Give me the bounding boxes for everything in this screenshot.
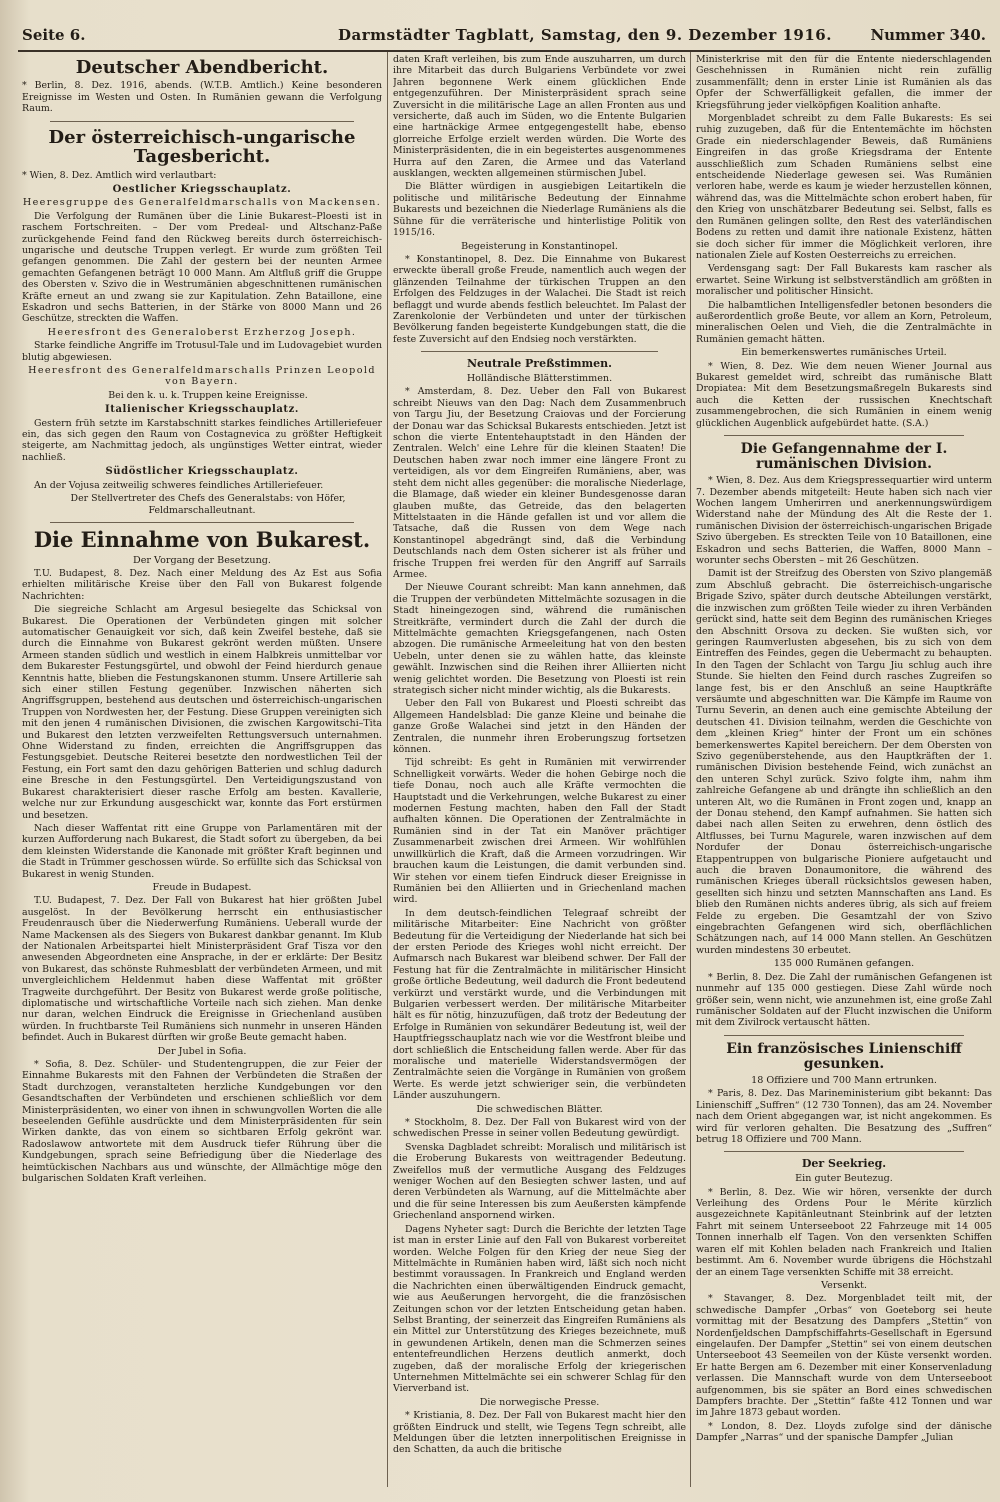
divider: [50, 121, 354, 122]
article-paragraph: Gestern früh setzte im Karstabschnitt starkes feindliches Artilleriefeuer ein, das sich gegen den Raum von Costagnevica zu größter Heftigkeit steigerte, am Nachmittag jedoch, als ungünstiges Wetter eintrat, wieder nachließ.: [22, 417, 382, 463]
column-2: [393, 54, 686, 1484]
headline-abendbericht: Deutscher Abendbericht.: [75, 57, 329, 78]
article-paragraph: * Konstantinopel, 8. Dez. Die Einnahme von Bukarest erweckte überall große Freude, namentlich auch wegen der glänzenden Teilnahme der türkischen Truppen an den Erfolgen des Feldzuges in der Walachei. Die Stadt ist reich beflaggt und wurde abends festlich beleuchtet. Im Palast der Zarenkolonie der Verbündeten und unter der türkischen Bevölkerung fanden begeisterte Kundgebungen statt, die die feste Zuversicht auf den Endsieg noch verstärkten.: [393, 253, 686, 345]
article-paragraph: Ministerkrise mit den für die Entente niederschlagenden Geschehnissen in Rumänien nicht rein zufällig zusammenfällt; denn in erster Linie ist Rumänien als das Opfer der Schwerfälligkeit gefallen, die immer der Kriegsführung jeder vielköpfigen Koalition anhafte.: [696, 54, 992, 111]
headline-neutrale-presse: Neutrale Preßstimmen.: [466, 357, 613, 371]
section-subheading: Versenkt.: [821, 1279, 867, 1291]
article-paragraph: T.U. Budapest, 7. Dez. Der Fall von Bukarest hat hier größten Jubel ausgelöst. In der Bevölkerung herrscht ein enthusiastischer Freudenrausch über die Niederwerfung Rumäniens. Ueberall wurde der Name Mackensen als des Siegers von Bukarest dankbar genannt. Im Klub der Nationalen Arbeitspartei hielt Ministerpräsident Graf Tisza vor den anwesenden Abgeordneten eine Ansprache, in der er erklärte: Der Besitz von Bukarest, das schönste Ruhmesblatt der verbündeten Armeen, und mit unvergleichlichem Heldenmut haben diese Waffentat mit größter Tragweite durchgeführt. Der Besitz von Bukarest werde große politische, diplomatische und wirtschaftliche Vorteile nach sich ziehen. Man denke nur daran, welchen Eindruck die Ereignisse in Griechenland ausüben würden. In fruchtbarste Teil Rumäniens sich nunmehr in unseren Händen befindet. Auch in Bukarest dürften wir große Beute gemacht haben.: [22, 895, 382, 1044]
section-subheading: Freude in Budapest.: [152, 881, 252, 893]
section-subheading: Der Jubel in Sofia.: [157, 1045, 247, 1057]
column-3: [696, 54, 992, 1484]
article-paragraph: Nach dieser Waffentat ritt eine Gruppe von Parlamentären mit der kurzen Aufforderung nach Bukarest, die Stadt sofort zu übergeben, da bei dem kleinsten Widerstande die Kanonade mit größter Kraft beginnen und die Stadt in Trümmer geschossen würde. So erfüllte sich das Schicksal von Bukarest in wenig Stunden.: [22, 822, 382, 880]
article-paragraph: Damit ist der Streifzug des Obersten von Szivo plangemäß zum Abschluß gebracht. Die österreichisch-ungarische Brigade Szivo, später durch deutsche Abteilungen verstärkt, die inzwischen zum größten Teile wieder zu ihren Verbänden gerückt sind, hatte seit dem Beginn des rumänischen Krieges den Abschnitt Orsova zu decken. Sie wußten sich, vor geringen Raumverlusten abgesehen, bis zu sich von dem Eintreffen des Feindes, gegen die Uebermacht zu behaupten. In den Tagen der Schlacht von Targu Jiu schlug auch ihre Stunde. Sie hielten den Feind durch rasches Zugreifen so lange fest, bis er den Anschluß an seine Hauptkräfte versäumte und abgeschnitten war. Die Kämpfe im Raume von Turnu Severin, an denen auch eine gemischte Abteilung der deutschen 41. Division teilnahm, werden die Geschichte von dem „kleinen Krieg“ hinter der Front um ein schönes bemerkenswertes Kapitel bereichern. Der dem Obersten von Szivo gegenüberstehende, aus den Hauptkräften der 1. rumänischen Division bestehende Feind, wich zunächst an den unteren Schyl zurück. Szivo folgte ihm, nahm ihm zahlreiche Gefangene ab und drängte ihn schließlich an den unteren Alt, wo die Rumänen in Front zogen und, knapp an der Donau stehend, den Kampf aufnahmen. Sie hatten sich dabei nach allen Seiten zu erwehren, denn östlich des Altflusses, bei Turnu Magurele, waren inzwischen auf dem Nordufer der Donau österreichisch-ungarische Etappentruppen von bulgarische Pioniere aufgetaucht und auch die braven Donaumonitore, die während des rumänischen Krieges überall rücksichtslos gewesen haben, gesellten sich hinzu und setzten Mannschaften ans Land. Es blieb den Rumänen nichts anderes übrig, als sich auf freiem Felde zu ergeben. Die Gesamtzahl der von Szivo eingebrachten Gefangenen wird sich, oberflächlichen Schätzungen nach, auf 14 000 Mann stellen. An Geschützen wurden mindestens 30 erbeutet.: [696, 568, 992, 956]
article-paragraph: * Stockholm, 8. Dez. Der Fall von Bukarest wird von der schwedischen Presse in seiner vollen Bedeutung gewürdigt.: [393, 1117, 686, 1140]
headline-gefangennahme: Die Gefangennahme der I. rumänischen Division.: [740, 441, 948, 473]
article-paragraph: Starke feindliche Angriffe im Trotusul-Tale und im Ludovagebiet wurden blutig abgewiesen.: [22, 340, 382, 363]
article-paragraph: * Paris, 8. Dez. Das Marineministerium gibt bekannt: Das Linienschiff „Suffren“ (12 730 Tonnen), das am 24. November nach dem Orient abgegangen war, ist nicht angekommen. Es wird für verloren gehalten. Die Besatzung des „Suffren“ betrug 18 Offiziere und 700 Mann.: [696, 1088, 992, 1145]
article-paragraph: * Kristiania, 8. Dez. Der Fall von Bukarest macht hier den größten Eindruck und stellt, wie Tegens Tegn schreibt, alle Meldungen über die letzten innerpolitischen Ereignisse in den Schatten, da auch die britische: [393, 1410, 686, 1456]
section-subheading: Heeresgruppe des Generalfeldmarschalls von Mackensen.: [22, 197, 382, 209]
article-paragraph: * Berlin, 8. Dez. Wie wir hören, versenkte der durch Verleihung des Ordens Pour le Mérite kürzlich ausgezeichnete Kapitänleutnant Steinbrink auf der letzten Fahrt mit seinem Unterseeboot 22 Fahrzeuge mit 14 005 Tonnen innerhalb elf Tagen. Von den versenkten Schiffen waren elf mit Kohlen beladen nach Frankreich und Italien bestimmt. Am 6. November wurde übrigens die Höchstzahl der an einem Tage versenkten Schiffe mit 38 erreicht.: [696, 1186, 992, 1278]
section-heading: Oestlicher Kriegsschauplatz.: [112, 183, 292, 195]
article-paragraph: * Amsterdam, 8. Dez. Ueber den Fall von Bukarest schreibt Nieuws van den Dag: Nach dem Zusammenbruch von Targu Jiu, der Besetzung Craiovas und der Forcierung der Donau war das Schicksal Bukarests entschieden. Jetzt ist schon die vierte Ententehauptstadt in den Händen der Zentralen. Welch' eine Lehre für die kleinen Staaten! Die Deutschen haben zwar noch immer eine längere Front zu verteidigen, als vor dem Eingreifen Rumäniens, aber, was steht dem nicht alles gegenüber: die moralische Niederlage, die Blamage, daß wieder ein kleiner Bundesgenosse daran glauben mußte, das Getreide, das den belagerten Mittelstaaten in die Hände gefallen ist und vor allem die Tatsache, daß die Russen von dem Wege nach Konstantinopel abgedrängt sind, daß die Verbindung Deutschlands nach dem Osten sicherer ist als früher und frische Truppen frei werden für den Angriff auf Sarrails Armee.: [393, 386, 686, 580]
page-header: [18, 18, 990, 52]
divider: [50, 522, 354, 523]
headline-oe-tagesbericht: Der österreichisch-ungarische Tagesbericht.: [48, 126, 356, 168]
section-subheading: Begeisterung in Konstantinopel.: [461, 240, 618, 252]
column-rule: [387, 52, 388, 1487]
section-subheading: Die norwegische Presse.: [479, 1396, 600, 1408]
article-paragraph: * Stavanger, 8. Dez. Morgenbladet teilt mit, der schwedische Dampfer „Orbas“ von Goeteborg sei heute vormittag mit der Besatzung des Dampfers „Stettin“ von Nordenfjeldschen Dampfschiffahrts-Gesellschaft in Egersund eingelaufen. Der Dampfer „Stettin“ sei von einem deutschen Unterseeboot 43 Seemeilen von der Küste versenkt worden. Er hatte Bergen am 6. Dezember mit einer Konservenladung verlassen. Die Mannschaft wurde von dem Unterseeboot aufgenommen, bis sie später an Bord eines schwedischen Dampfers brachte. Der „Stettin“ faßte 412 Tonnen und war im Jahre 1873 gebaut worden.: [696, 1293, 992, 1419]
divider: [724, 1151, 964, 1152]
article-paragraph: Dagens Nyheter sagt: Durch die Berichte der letzten Tage ist man in erster Linie auf den Fall von Bukarest vorbereitet worden. Welche Folgen für den Krieg der neue Sieg der Mittelmächte in Rumänien haben wird, läßt sich noch nicht bestimmt voraussagen. In Frankreich und England werden die Nachrichten einen überwältigenden Eindruck gemacht, wie aus Aeußerungen hervorgeht, die die französischen Zeitungen schon vor der letzten Entscheidung getan haben. Selbst Branting, der seinerzeit das Eingreifen Rumäniens als ein Mittel zur Unterstützung des Krieges bezeichnete, muß in gewundenen Artikeln, denen man die Schmerzen seines ententefreundlichen Herzens deutlich anmerkt, doch zugeben, daß der moralische Erfolg der kriegerischen Unternehmen Mittelmächte sei ein schwerer Schlag für den Vierverband ist.: [393, 1223, 686, 1395]
divider: [421, 351, 658, 352]
section-heading: Südöstlicher Kriegsschauplatz.: [105, 466, 299, 478]
article-paragraph: Der Nieuwe Courant schreibt: Man kann annehmen, daß die Truppen der verbündeten Mittelmächte sozusagen in die Stadt hineingezogen sind, während die rumänischen Streitkräfte, vermindert durch die Zahl der durch die Mittelmächte gemachten Kriegsgefangenen, nach Osten abzogen. Die rumänische Armeeleitung hat von den besten Uebeln, unter denen sie zu wählen hatte, das kleinste gewählt. Inzwischen sind die Reihen ihrer Alliierten nicht wenig gelichtet worden. Die Besetzung von Ploesti ist rein strategisch sicher nicht minder wichtig, als die Bukarests.: [393, 582, 686, 696]
article-paragraph: Die Verfolgung der Rumänen über die Linie Bukarest–Ploesti ist in raschem Fortschreiten. – Der vom Predeal- und Altschanz-Paße zurückgehende Feind fand den Rückweg bereits durch österreichisch-ungarische und deutsche Truppen verlegt. Er wurde zum größten Teil gefangen genommen. Die Zahl der gestern bei der neunten Armee gemachten Gefangenen beträgt 10 000 Mann. Am Altfluß griff die Gruppe des Obersten v. Szivo die in Westrumänien abgeschnittenen rumänischen Kräfte erneut an und zwang sie zur Kapitulation. Zehn Bataillone, eine Eskadron und sechs Batterien, in der Stärke von 8000 Mann und 26 Geschütze, streckten die Waffen.: [22, 210, 382, 325]
article-paragraph: Svenska Dagbladet schreibt: Moralisch und militärisch ist die Eroberung Bukarests von weittragender Bedeutung. Zweifellos muß der vermutliche Ausgang des Feldzuges weniger Wochen auf den Besiegten schwer lasten, und auf deren Verbündeten als Warnung, auf die Mittelmächte aber und die für seine Interessen bis zum Aeußersten kämpfende Griechenland anspornend wirken.: [393, 1141, 686, 1222]
article-paragraph: Bei den k. u. k. Truppen keine Ereignisse.: [108, 389, 308, 401]
headline-linienschiff: Ein französisches Linienschiff gesunken.: [726, 1040, 962, 1072]
section-subheading: Ein bemerkenswertes rumänisches Urteil.: [741, 347, 947, 359]
article-paragraph: Die halbamtlichen Intelligensfedler betonen besonders die außerordentlich große Beute, vor allem an Korn, Petroleum, mineralischen Oelen und Vieh, die die Zentralmächte in Rumänien gemacht hätten.: [696, 299, 992, 345]
article-paragraph: Morgenbladet schreibt zu dem Falle Bukarests: Es sei ruhig zuzugeben, daß für die Ententemächte im höchsten Grade ein niederschlagender Beweis, daß Rumäniens Eingreifen in das große Kriegsdrama der Entente ausschließlich zum Schaden Rumäniens selbst eine entscheidende Niederlage gewesen sei. Was Rumänien verloren habe, werde es kaum je wieder herzustellen können, während das, was die Mittelmächte schon erobert haben, für den Krieg von unschätzbarer Bedeutung sei. Selbst, falls es den Rumänen gelingen sollte, den Rest des vaterländischen Bodens zu retten und damit ihre nationale Existenz, hätten sie doch sicher für immer die Möglichkeit verloren, ihre nationalen Ziele auf Kosten Oesterreichs zu erreichen.: [696, 113, 992, 261]
section-heading: Italienischer Kriegsschauplatz.: [104, 404, 300, 416]
article-paragraph: daten Kraft verleihen, bis zum Ende auszuharren, um durch ihre Mitarbeit das durch Bulgariens Verbündete vor zwei Jahren begonnene Werk einem glücklichen Ende entgegenzuführen. Der Ministerpräsident sprach seine Zuversicht in die militärische Lage an allen Fronten aus und versicherte, daß auch im Süden, wo die Entente Bulgarien eine hartnäckige Armee entgegengestellt habe, ebenso glorreiche Erfolge erzielt werden würden. Die Worte des Ministerpräsidenten, die in ein begeistertes ausgenommenes Hurra auf den Zaren, die Armee und das Vaterland ausklangen, weckten allgemeinen stürmischen Jubel.: [393, 54, 686, 180]
masthead: Darmstädter Tagblatt, Samstag, den 9. Dezember 1916.: [338, 26, 832, 44]
article-paragraph: An der Vojusa zeitweilig schweres feindliches Artilleriefeuer.: [34, 479, 324, 491]
article-paragraph: * Berlin, 8. Dez. 1916, abends. (W.T.B. Amtlich.) Keine besonderen Ereignisse im Westen und Osten. In Rumänien gewann die Verfolgung Raum.: [22, 80, 382, 115]
article-paragraph: * London, 8. Dez. Lloyds zufolge sind der dänische Dampfer „Narras“ und der spanische Dampfer „Julian: [696, 1420, 992, 1444]
article-paragraph: Tijd schreibt: Es geht in Rumänien mit verwirrender Schnelligkeit vorwärts. Weder die hohen Gebirge noch die tiefe Donau, noch auch alle Kräfte vermochten die Hauptstadt und die Verkehrungen, welche Bukarest zu einer modernen Festung machten, haben den Fall der Stadt aufhalten können. Die Operationen der Zentralmächte in Rumänien sind in der Tat ein Manöver prächtiger Zusammenarbeit zwischen drei Armeen. Wir wohlfühlen unwillkürlich die Kraft, daß die Armeen vorzudringen. Wir brauchen kaum die Leistungen, die damit verbunden sind. Wir stehen vor einem tiefen Eindruck dieser Ereignisse in Rumänien bei den Alliierten und in Griechenland machen wird.: [393, 757, 686, 906]
divider: [724, 1035, 964, 1036]
column-rule: [690, 52, 691, 1487]
article-paragraph: In dem deutsch-feindlichen Telegraaf schreibt der militärische Mitarbeiter: Eine Nachricht von größter Bedeutung für die Verteidigung der Niederlande hat sich bei der ersten Periode des Krieges wohl nicht erreicht. Der Aufmarsch nach Bukarest war bleibend schwer. Der Fall der Festung hat für die Zentralmächte in militärischer Hinsicht große örtliche Bedeutung, weil dadurch die Front bedeutend verkürzt und verstärkt wurde, und die Verbindungen mit Bulgarien verbessert werden. Der militärische Mitarbeiter hält es für nötig, hinzuzufügen, daß trotz der Bedeutung der Erfolge in Rumänien von sekundärer Bedeutung ist, weil der Hauptfriegsschauplatz nach wie vor die Westfront bleibe und dort schließlich die Entscheidung fallen werde. Aber für das moralische und materielle Widerstandsvermögen der Zentralmächte seien die Vorgänge in Rumänien von großem Werte. Es werde jetzt schwieriger sein, die verbündeten Länder auszuhungern.: [393, 907, 686, 1102]
article-paragraph: Ueber den Fall von Bukarest und Ploesti schreibt das Allgemeen Handelsblad: Die ganze Kleine und beinahe die ganze Große Walachei sind jetzt in den Händen der Zentralen, die nunmehr ihren Eroberungszug fortsetzen können.: [393, 698, 686, 756]
section-subheading: Holländische Blätterstimmen.: [466, 373, 613, 385]
section-subheading: 18 Offiziere und 700 Mann ertrunken.: [751, 1074, 937, 1086]
section-subheading: Heeresfront des Generaloberst Erzherzog Joseph.: [47, 326, 357, 338]
article-paragraph: Die siegreiche Schlacht am Argesul besiegelte das Schicksal von Bukarest. Die Operationen der Verbündeten gingen mit solcher automatischer Genauigkeit vor sich, daß kein Zweifel bestehe, daß sie durch die Einnahme von Bukarest gekrönt werden müßten. Unsere Armeen standen südlich und westlich in einem Halbkreis unmittelbar vor dem Bukarester Festungsgürtel, und obwohl der Feind hierdurch genaue Kenntnis hatte, blieben die Festungskanonen stumm. Unsere Artillerie sah sich einer stillen Festung gegenüber. Inzwischen näherten sich Angriffsgruppen, bestehend aus deutschen und österreichisch-ungarischen Truppen von Nordwesten her, der Festung. Diese Gruppen vereinigten sich mit den jenen 4 rumänischen Divisionen, die zwischen Kargowitschi–Tita und Bukarest den letzten verzweifelten Rettungsversuch unternahmen. Ohne Widerstand zu finden, erreichten die Angriffsgruppen das Festungsgebiet. Deutsche Reiterei besetzte den nordwestlichen Teil der Festung, ein Fort samt den dazu gehörigen Batterien und schlug dadurch eine Bresche in den Festungsgürtel. Den Verteidigungszustand von Bukarest charakterisiert dieser rasche Erfolg am besten. Kavallerie, welche nur zur Erkundung ausgeschickt war, konnte das Fort erstürmen und besetzen.: [22, 604, 382, 821]
headline-seekrieg: Der Seekrieg.: [801, 1157, 887, 1171]
section-subheading: Ein guter Beutezug.: [795, 1173, 893, 1185]
article-paragraph: T.U. Budapest, 8. Dez. Nach einer Meldung des Az Est aus Sofia erhielten militärische Kreise über den Fall von Bukarest folgende Nachrichten:: [22, 567, 382, 602]
section-subheading: Heeresfront des Generalfeldmarschalls Prinzen Leopold von Bayern.: [28, 365, 376, 388]
page-number: Seite 6.: [22, 26, 86, 44]
column-1: [22, 54, 382, 1484]
section-subheading: Der Vorgang der Besetzung.: [133, 554, 271, 566]
article-paragraph: Die Blätter würdigen in ausgiebigen Leitartikeln die politische und militärische Bedeutung der Einnahme Bukarests und bezeichnen die Niederlage Rumäniens als die Sühne für die verräterische und hinterlistige Politik von 1915/16.: [393, 181, 686, 239]
article-paragraph: * Berlin, 8. Dez. Die Zahl der rumänischen Gefangenen ist nunmehr auf 135 000 gestiegen. Diese Zahl würde noch größer sein, wenn nicht, wie anzunehmen ist, eine große Zahl rumänischer Soldaten auf der Flucht inzwischen die Uniform mit dem Zivilrock vertauscht hätten.: [696, 971, 992, 1029]
issue-number: Nummer 340.: [870, 26, 986, 44]
section-subheading: 135 000 Rumänen gefangen.: [773, 958, 915, 970]
signature-line: Der Stellvertreter des Chefs des Generalstabs: von Höfer, Feldmarschalleutnant.: [70, 493, 346, 516]
article-paragraph: * Wien, 8. Dez. Aus dem Kriegspressequartier wird unterm 7. Dezember abends mitgeteilt: Heute haben sich nach vier Wochen langem Umherirren und anerkennungswürdigem Widerstand nahe der Mündung des Alt die Reste der 1. rumänischen Division der österreichisch-ungarischen Brigade Szivo übergeben. Es streckten Teile von 10 Bataillonen, eine Eskadron und sechs Batterien, die Waffen, 8000 Mann – worunter sechs Obersten – mit 26 Geschützen.: [696, 475, 992, 567]
article-paragraph: * Wien, 8. Dez. Amtlich wird verlautbart:: [22, 169, 217, 181]
headline-bukarest: Die Einnahme von Bukarest.: [33, 526, 371, 552]
section-subheading: Die schwedischen Blätter.: [476, 1103, 603, 1115]
divider: [724, 435, 964, 436]
article-paragraph: Verdensgang sagt: Der Fall Bukarests kam rascher als erwartet. Seine Wirkung ist selbstverständlich am größten in moralischer und politischer Hinsicht.: [696, 263, 992, 298]
article-paragraph: * Wien, 8. Dez. Wie dem neuen Wiener Journal aus Bukarest gemeldet wird, schreibt das rumänische Blatt Dropiatea: Mit dem Besetzungsmaßregeln Bukarests sind auch die Ketten der russischen Knechtschaft zusammengebrochen, die sich Rumänien in einem wenig glücklichen Augenblick aufgebürdet hatte. (S.A.): [696, 360, 992, 429]
article-paragraph: * Sofia, 8. Dez. Schüler- und Studentengruppen, die zur Feier der Einnahme Bukarests mit den Fahnen der Verbündeten die Straßen der Stadt durchzogen, veranstalteten herzliche Kundgebungen vor den Gesandtschaften der Verbündeten und erschienen schließlich vor dem Ministerpräsidenten, wo einer von ihnen in schwungvollen Worten die alle beseelenden Gefühle ausdrückte und dem Ministerpräsidenten für sein Wirken dankte, das von einem so sichtbaren Erfolg gekrönt war. Radoslawow antwortete mit dem Ausdruck tiefer Rührung über die Kundgebungen, sprach seine Befriedigung über die Niederlage des heimtückischen Nachbars aus und wünschte, der Allmächtige möge den bulgarischen Soldaten Kraft verleihen.: [22, 1059, 382, 1185]
